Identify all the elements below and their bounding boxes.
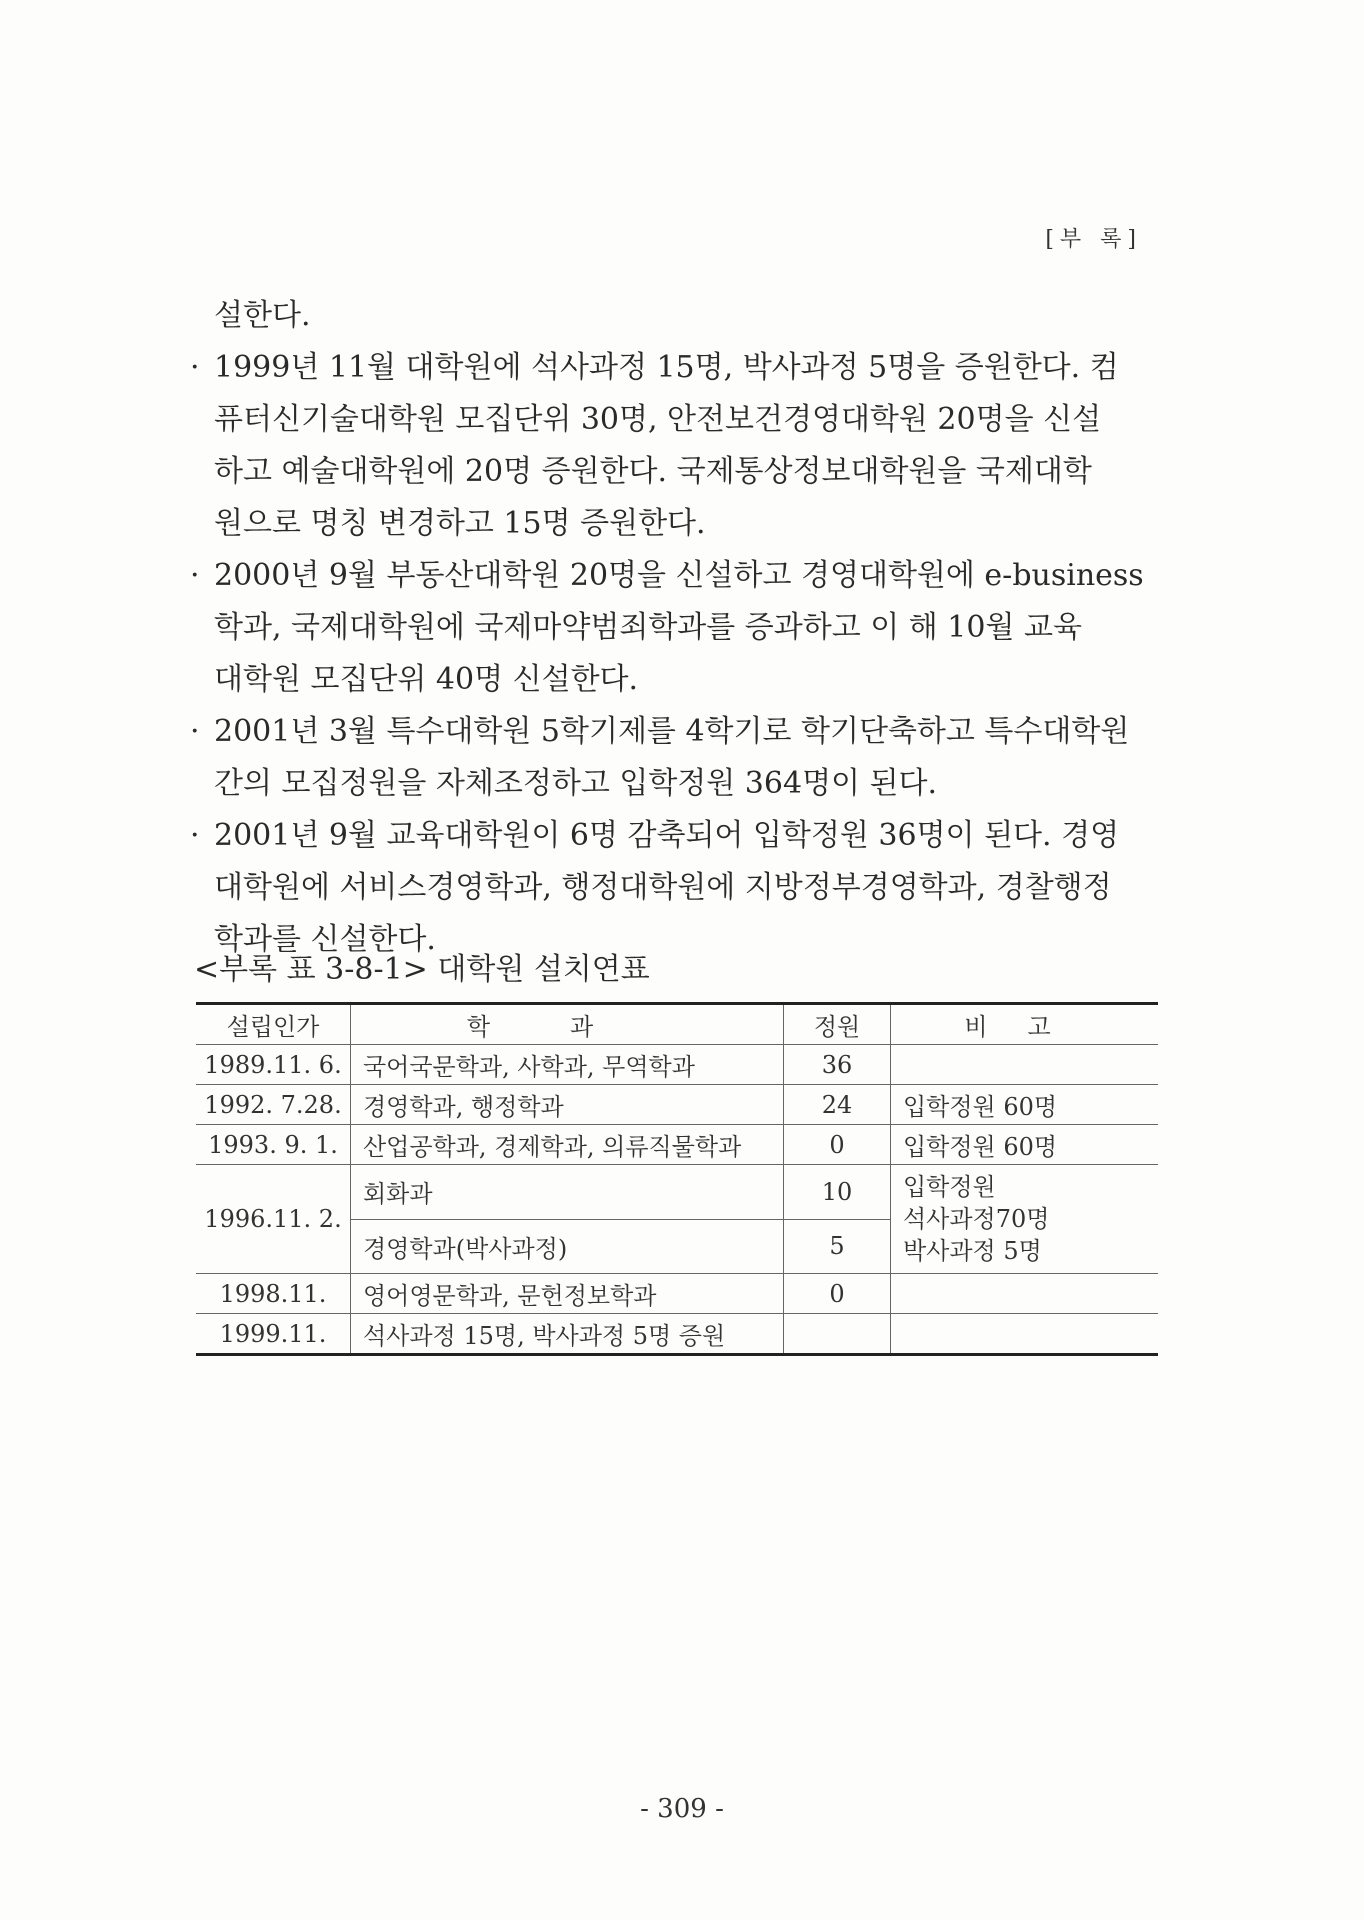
cell-note: 입학정원 60명 <box>891 1125 1159 1165</box>
bullet-item <box>184 810 1158 966</box>
table-row <box>196 1274 1158 1314</box>
text-line: 2001년 3월 특수대학원 5학기제를 4학기로 학기단축하고 특수대학원 <box>214 714 1130 749</box>
cell-dept: 석사과정 15명, 박사과정 5명 증원 <box>351 1314 784 1355</box>
text-line: 하고 예술대학원에 20명 증원한다. 국제통상정보대학원을 국제대학 <box>214 454 1092 489</box>
text-line: 간의 모집정원을 자체조정하고 입학정원 364명이 된다. <box>214 766 938 801</box>
header-date: 설립인가 <box>196 1004 351 1045</box>
text-line: 2001년 9월 교육대학원이 6명 감축되어 입학정원 36명이 된다. 경영 <box>214 818 1120 853</box>
cell-dept: 회화과 <box>351 1165 784 1220</box>
table-row <box>196 1085 1158 1125</box>
text-line: 학과를 신설한다. <box>214 922 436 957</box>
cell-note: 입학정원 60명 <box>891 1085 1159 1125</box>
cell-dept: 영어영문학과, 문헌정보학과 <box>351 1274 784 1314</box>
cell-note <box>891 1045 1159 1085</box>
cell-dept: 경영학과, 행정학과 <box>351 1085 784 1125</box>
cell-dept: 경영학과(박사과정) <box>351 1219 784 1274</box>
text-line: 원으로 명칭 변경하고 15명 증원한다. <box>214 506 706 541</box>
cell-quota: 0 <box>784 1274 891 1314</box>
cell-quota: 0 <box>784 1125 891 1165</box>
note-line: 석사과정70명 <box>903 1205 1050 1233</box>
cell-date: 1999.11. <box>196 1314 351 1355</box>
cell-dept: 국어국문학과, 사학과, 무역학과 <box>351 1045 784 1085</box>
bullet-mark: · <box>190 558 200 593</box>
cell-date: 1996.11. 2. <box>196 1165 351 1274</box>
text-line: 대학원에 서비스경영학과, 행정대학원에 지방정부경영학과, 경찰행정 <box>214 870 1112 905</box>
text-line: 1999년 11월 대학원에 석사과정 15명, 박사과정 5명을 증원한다. 컴 <box>214 350 1119 385</box>
cell-quota: 36 <box>784 1045 891 1085</box>
table-row <box>196 1314 1158 1355</box>
bullet-mark: · <box>190 350 200 385</box>
cell-note <box>891 1274 1159 1314</box>
continuation-line: 설한다. <box>214 298 311 333</box>
bullet-mark: · <box>190 714 200 749</box>
section-tag: [부 록] <box>1045 227 1142 252</box>
bullet-item <box>184 550 1158 706</box>
cell-date: 1992. 7.28. <box>196 1085 351 1125</box>
cell-note <box>891 1165 1159 1274</box>
cell-date: 1989.11. 6. <box>196 1045 351 1085</box>
text-line: 퓨터신기술대학원 모집단위 30명, 안전보건경영대학원 20명을 신설 <box>214 402 1102 437</box>
cell-quota <box>784 1314 891 1355</box>
cell-date: 1998.11. <box>196 1274 351 1314</box>
body-text <box>184 290 1158 966</box>
cell-date: 1993. 9. 1. <box>196 1125 351 1165</box>
cell-quota: 24 <box>784 1085 891 1125</box>
cell-note <box>891 1314 1159 1355</box>
table-row <box>196 1125 1158 1165</box>
cell-quota: 5 <box>784 1219 891 1274</box>
table-row <box>196 1165 1158 1220</box>
cell-quota: 10 <box>784 1165 891 1220</box>
note-line: 박사과정 5명 <box>903 1237 1042 1265</box>
page-number: - 309 - <box>640 1794 724 1824</box>
note-line: 입학정원 <box>903 1173 996 1201</box>
establishment-table <box>196 1002 1158 1356</box>
bullet-item <box>184 706 1158 810</box>
bullet-mark: · <box>190 818 200 853</box>
table-caption: <부록 표 3-8-1> 대학원 설치연표 <box>194 952 650 987</box>
table-header-row <box>196 1004 1158 1045</box>
table-row <box>196 1045 1158 1085</box>
bullet-item <box>184 342 1158 550</box>
header-note: 비고 <box>891 1004 1159 1045</box>
text-line: 대학원 모집단위 40명 신설한다. <box>214 662 639 697</box>
text-line: 2000년 9월 부동산대학원 20명을 신설하고 경영대학원에 e-business <box>214 558 1144 593</box>
cell-dept: 산업공학과, 경제학과, 의류직물학과 <box>351 1125 784 1165</box>
header-quota: 정원 <box>784 1004 891 1045</box>
text-line: 학과, 국제대학원에 국제마약범죄학과를 증과하고 이 해 10월 교육 <box>214 610 1082 645</box>
header-dept: 학과 <box>351 1004 784 1045</box>
